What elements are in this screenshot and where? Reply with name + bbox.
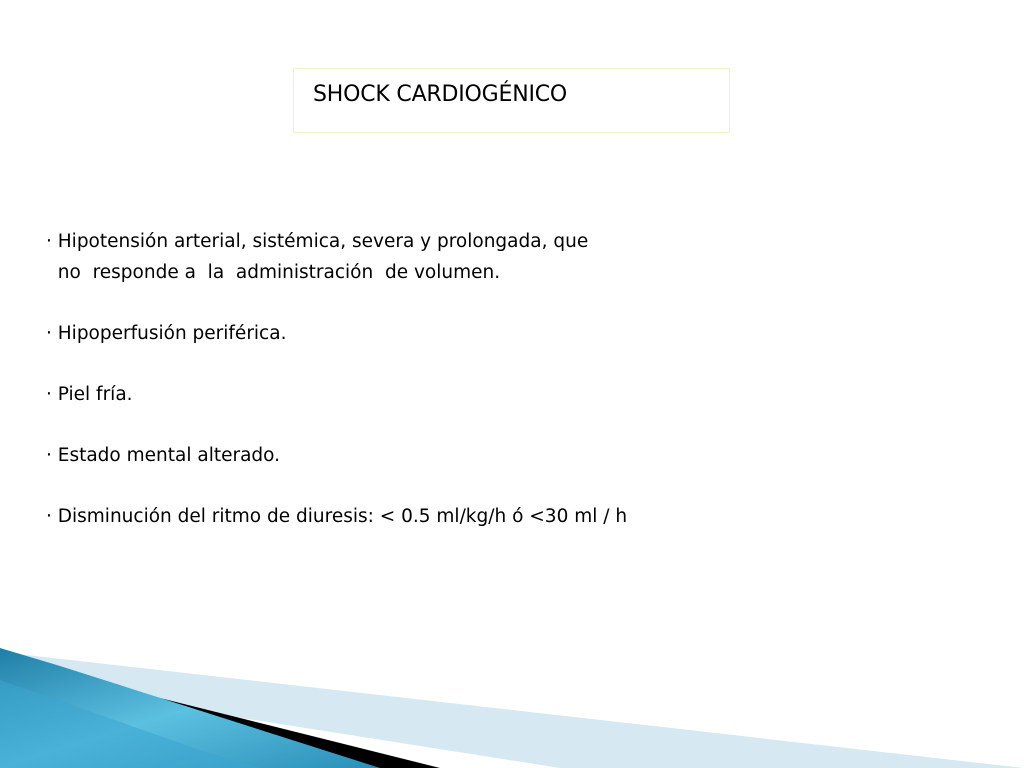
- bullet-symbol: ·: [46, 323, 58, 344]
- title-box: [293, 68, 730, 133]
- bullet-symbol: ·: [46, 506, 58, 527]
- decorative-corner-graphic: [0, 640, 1024, 768]
- bullet-item: [46, 501, 986, 532]
- bullet-line: Hipoperfusión periférica.: [57, 323, 287, 344]
- bullet-line: Hipotensión arterial, sistémica, severa y prolongada, que: [57, 231, 589, 252]
- bullet-line: Estado mental alterado.: [57, 445, 281, 466]
- bullet-line: Piel fría.: [57, 384, 133, 405]
- bullet-symbol: ·: [46, 384, 58, 405]
- bullet-line: no responde a la administración de volumen.: [46, 262, 501, 283]
- bullet-item: [46, 318, 986, 349]
- bullet-line: Disminución del ritmo de diuresis: < 0.5 ml/kg/h ó <30 ml / h: [57, 506, 628, 527]
- bullet-item: [46, 379, 986, 410]
- bullet-symbol: ·: [46, 231, 58, 252]
- bullet-item: [46, 226, 986, 288]
- slide-title: SHOCK CARDIOGÉNICO: [313, 82, 568, 107]
- bullet-item: [46, 440, 986, 471]
- bullet-list: [46, 226, 986, 562]
- bullet-symbol: ·: [46, 445, 58, 466]
